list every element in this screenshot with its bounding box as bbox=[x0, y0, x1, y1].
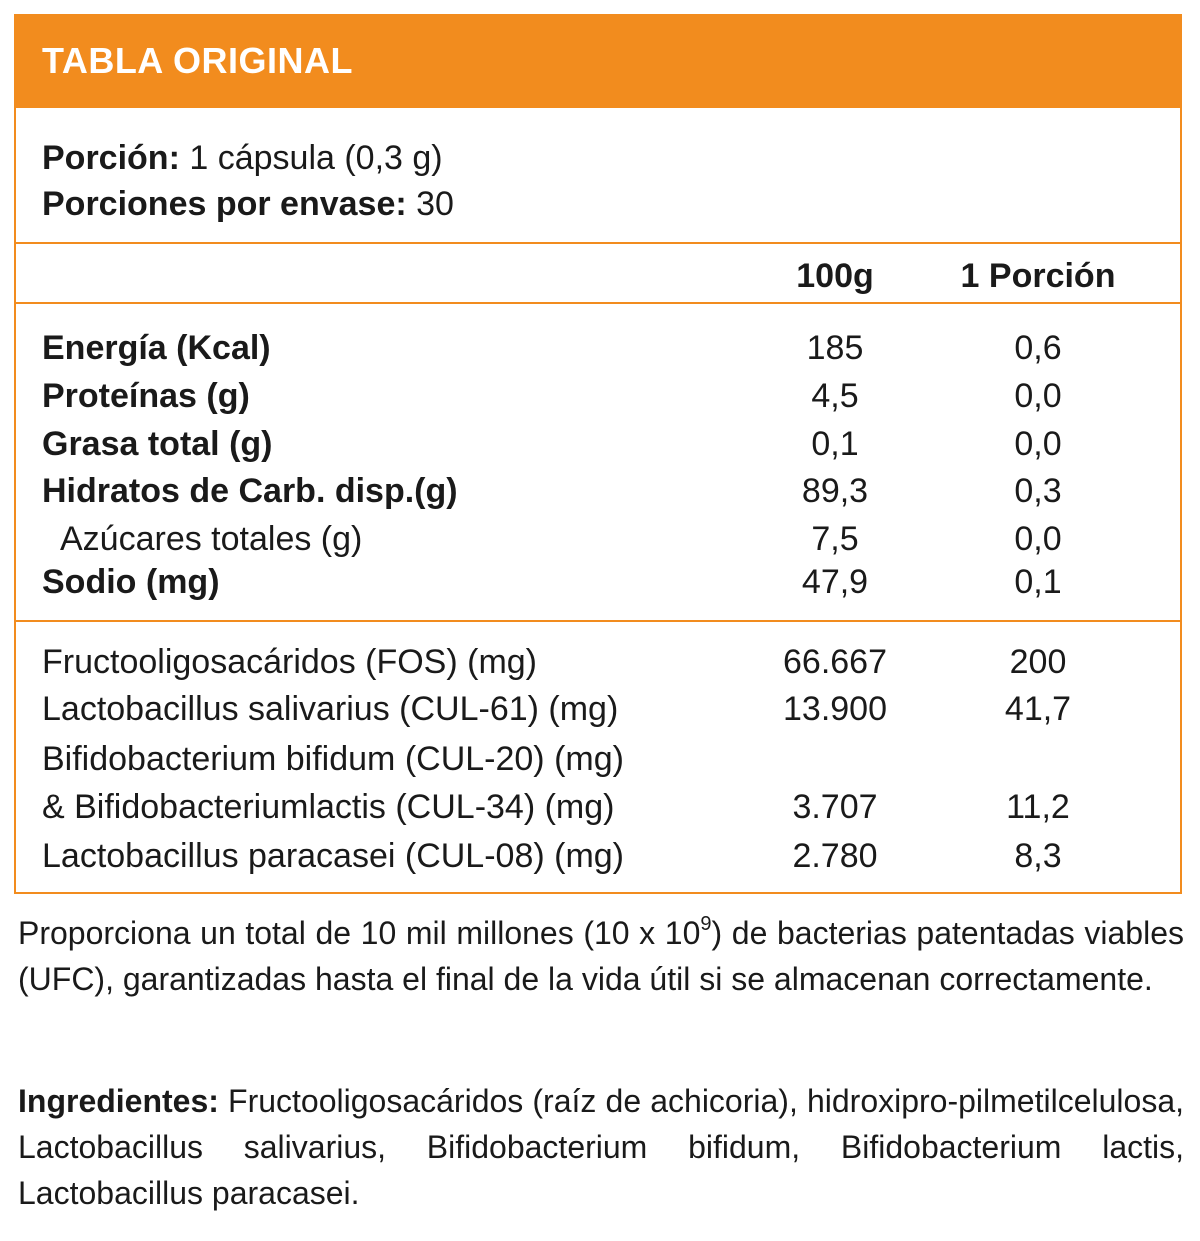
nutrient-label: Hidratos de Carb. disp.(g) bbox=[42, 472, 458, 510]
nutrient-per100: 0,1 bbox=[811, 425, 859, 463]
nutrient-per-portion: 0,0 bbox=[1014, 377, 1062, 415]
servings-value: 30 bbox=[416, 185, 454, 223]
probiotic-label: & Bifidobacteriumlactis (CUL-34) (mg) bbox=[42, 788, 615, 826]
probiotic-label: Fructooligosacáridos (FOS) (mg) bbox=[42, 643, 538, 681]
title-bar bbox=[16, 16, 1180, 108]
nutrient-per-portion: 0,3 bbox=[1014, 472, 1062, 510]
nutrient-per100: 47,9 bbox=[801, 563, 869, 601]
probiotic-per100: 3.707 bbox=[792, 788, 878, 826]
servings-line bbox=[42, 184, 454, 224]
nutrient-per100: 7,5 bbox=[811, 520, 859, 558]
nutrient-per-portion: 0,6 bbox=[1014, 329, 1062, 367]
nutrient-per-portion: 0,0 bbox=[1014, 425, 1062, 463]
probiotic-per100: 66.667 bbox=[783, 643, 887, 681]
probiotic-per100: 2.780 bbox=[792, 837, 878, 875]
ingredients-text: Fructooligosacáridos (raíz de achicoria), hidroxipro-pilmetilcelulosa, Lactobacillus salivarius, Bifidobacterium bifidum, Bifidobacterium lactis, Lactobacillus paracasei. bbox=[18, 1083, 1184, 1211]
divider-3 bbox=[16, 620, 1180, 622]
table-title: TABLA ORIGINAL bbox=[42, 40, 353, 81]
note-text-start: Proporciona un total de 10 mil millones (10 x 10 bbox=[18, 915, 701, 951]
probiotic-per-portion: 8,3 bbox=[1014, 837, 1062, 875]
nutrient-label: Grasa total (g) bbox=[42, 425, 273, 463]
nutrient-per-portion: 0,1 bbox=[1014, 563, 1062, 601]
bacteria-note bbox=[18, 910, 1184, 1002]
nutrient-sub-label: Azúcares totales (g) bbox=[60, 520, 363, 558]
note-text-end: ) de bacterias patentadas viables (UFC), garantizadas hasta el final de la vida útil si se almacenan correctamente. bbox=[18, 915, 1185, 997]
nutrient-label: Sodio (mg) bbox=[42, 563, 220, 601]
probiotic-per-portion: 11,2 bbox=[1006, 788, 1070, 826]
portion-value: 1 cápsula (0,3 g) bbox=[189, 139, 443, 177]
probiotic-label: Lactobacillus paracasei (CUL-08) (mg) bbox=[42, 837, 625, 875]
ingredients-label: Ingredientes: bbox=[18, 1083, 219, 1119]
divider-2 bbox=[16, 302, 1180, 304]
nutrient-label: Proteínas (g) bbox=[42, 377, 250, 415]
probiotic-label: Lactobacillus salivarius (CUL-61) (mg) bbox=[42, 690, 619, 728]
col-header-portion: 1 Porción bbox=[960, 257, 1116, 295]
portion-line bbox=[42, 138, 443, 178]
col-header-100g: 100g bbox=[796, 257, 874, 295]
nutrient-label: Energía (Kcal) bbox=[42, 329, 271, 367]
nutrient-per100: 185 bbox=[806, 329, 864, 367]
nutrient-per100: 4,5 bbox=[811, 377, 859, 415]
portion-label: Porción: bbox=[42, 139, 180, 177]
ingredients bbox=[18, 1078, 1184, 1216]
divider-1 bbox=[16, 242, 1180, 244]
note-exponent: 9 bbox=[700, 913, 712, 935]
nutrition-table bbox=[14, 14, 1182, 894]
probiotic-per100: 13.900 bbox=[783, 690, 887, 728]
nutrient-per-portion: 0,0 bbox=[1014, 520, 1062, 558]
servings-label: Porciones por envase: bbox=[42, 185, 407, 223]
nutrient-per100: 89,3 bbox=[801, 472, 869, 510]
probiotic-per-portion: 200 bbox=[1009, 643, 1067, 681]
probiotic-per-portion: 41,7 bbox=[1004, 690, 1072, 728]
probiotic-label: Bifidobacterium bifidum (CUL-20) (mg) bbox=[42, 740, 624, 778]
